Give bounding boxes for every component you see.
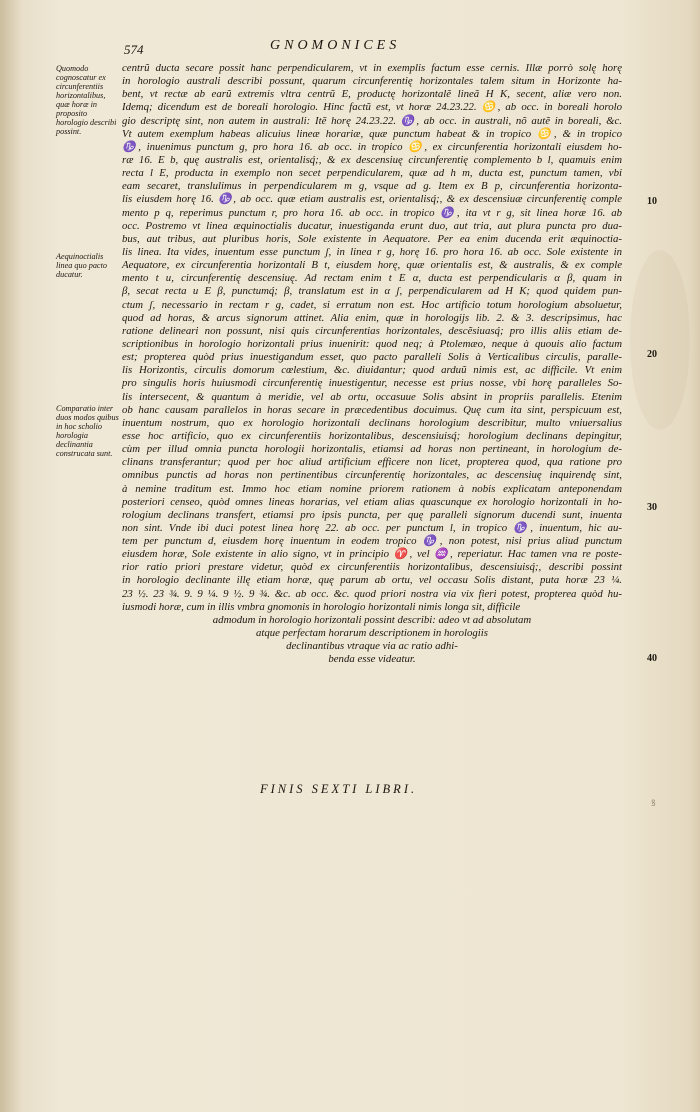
body-line: non sint. Vnde ibi duci potest linea horę 22. ab occ. per punctum l, in tropico ♑, inuentum, hic au- (122, 521, 622, 534)
body-line: clinans transferantur; quod per hoc aliud artificium efficere non licet, propterea quod, qua ratione pro (122, 456, 622, 469)
body-line: in horologio declinante illę etiam horæ, quę parum ab ortu, vel occasu Solis distant, puta horæ 23 ¼. (122, 574, 622, 587)
body-line: ob hanc causam parallelos in horas secare in præcedentibus docuimus. Quę cum ita sint, perspicuum est, (122, 403, 622, 416)
page-number: 574 (124, 42, 144, 57)
body-line: occ. Postremo vt linea æquinoctialis ducatur, inuestiganda erunt duo, aut tria, aut plura puncta pro dua- (122, 219, 622, 232)
body-line: lis Horizontis, circulis domorum cœlestium, &c. diuidantur; quod arduũ nimis est, ac difficile. Vt enim (122, 364, 622, 377)
body-line: atque perfectam horarum descriptionem in horologiis (255, 627, 488, 640)
body-line: posteriori censeo, quòd omnes lineas horarias, vel etiam alias quascunque ex horologio horizontali in ho- (122, 495, 622, 508)
line-number: 30 (647, 502, 657, 513)
body-line: lis intersecent, & quantum à meridie, vel ab ortu, occasuue Solis absint in propriis parallelis. Etenim (122, 390, 622, 403)
faint-mark-icon: ꝸ (651, 798, 656, 808)
body-line: Aequatore, ex circunferentia horizontali B t, eiusdem horę, quæ orientalis est, & australis, & ex comple (122, 259, 622, 272)
line-number: 20 (647, 349, 657, 360)
body-line: benda esse videatur. (328, 653, 416, 666)
body-line: mento p q, reperimus punctum r, pro hora 16. ab occ. in tropico ♑, ita vt r g, sit linea horæ 16. ab (122, 206, 622, 219)
margin-note: Comparatio inter duos modos quibus in hoc scholio horologia declinantia construcata sunt. (56, 404, 119, 458)
body-line: quod ad horas, & arcus signorum attinet. Alia enim, quæ in horologijs lib. 2. & 3. descripsimus, hac (122, 311, 622, 324)
body-line: declinantibus vtraque via ac ratio adhi- (286, 640, 458, 653)
margin-note: Aequinoctialis linea quo pacto ducatur. (56, 252, 107, 279)
body-line: recta l E, producta in exemplo non secet perpendicularem, quæ ad h m, ducta est, punctum tamen, vbi (122, 167, 622, 180)
body-line: ♑, inuenimus punctum g, pro hora 16. ab occ. in tropico ♋, ex circunferentia horizontali eiusdem ho- (122, 140, 622, 153)
body-line: Vt autem exemplum habeas alicuius lineæ horariæ, quæ punctum habeat & in tropico ♋, & in tropico (122, 127, 622, 140)
line-number: 10 (647, 196, 657, 207)
body-text (122, 62, 622, 666)
body-line: bent, vt rectæ ab earũ extremis vltra centrũ E, productę horizontalẽ lineã H K, secent, aliæ vero non. (122, 88, 622, 101)
body-line: ræ 16. E b, quę australis est, orientalisq́;, & ex descensiuę circunferentię complemento b l, quamuis enim (122, 153, 622, 166)
body-line: ratione delineari non possunt, nisi quis circunferentias horizontales, descẽsiuasq́; pro illis aliis etiam de- (122, 324, 622, 337)
body-line: lis eiusdem horę 16. ♑, ab occ. quæ etiam australis est, orientalisq́;, & ex descensiuæ circunferentię comple (122, 193, 622, 206)
body-line: bus, aut tribus, aut pluribus horis, Sole existente in Aequatore. Per ea enim ducenda erit æquinoctia- (122, 232, 622, 245)
body-line: esse hoc artificio, quo ex circunferentiis horizontalibus, descensiuisq́; horologium declinans depingitur, (122, 429, 622, 442)
body-line: 23 ½. 23 ¾. 9. 9 ¼. 9 ½. 9 ¾. &c. ab occ. &c. quod priori nostra via vix fieri potest, propterea quòd hu- (122, 587, 622, 600)
body-line: scriptionibus in horologio horizontali prius inuenirit: quod neq; à Ptolemæo, neque à quouis alio factum (122, 337, 622, 350)
body-line: eam secaret, translulimus in perpendicularem m g, vsque ad g. Item ex B p, circunferentia horizonta- (122, 180, 622, 193)
body-line: gio descriptę sint, non autem in australi: Itẽ horę 24.23.22. ♑, ab occ. in australi, nõ autẽ in boreali, &c. (122, 114, 622, 127)
body-line: rologium declinans transfert, etiamsi pro ipsis puncta, per quę paralleli signorum ducendi sunt, inuenta (122, 508, 622, 521)
finis-line: FINIS SEXTI LIBRI. (260, 782, 418, 796)
body-line: β, secat recta u E β, punctumq́; β, translatum est in α ʃ, perpendicularem ad H K; quod quidem pun- (122, 285, 622, 298)
body-line: ctum ʃ, necessario in rectam r g, cadet, si erratum non est. Hoc artificio totum horologium absoluetur, (122, 298, 622, 311)
body-line: rior ratio priori prestare videtur, quòd ex circunferentiis horizontalibus, descensiuisq́;, describi possint (122, 561, 622, 574)
paper-stain (630, 250, 690, 430)
body-line: à nemine traditum est. Immo hoc etiam nomine priorem rationem à nobis explicatam anteponendam (122, 482, 622, 495)
body-line: iusmodi horæ, cum in illis vmbra gnomonis in horologio horizontali nimis longa sit, difficile (122, 600, 521, 613)
body-line: omnibus punctis ad horas non pertinentibus circunferentię horizontales, ac descensiuę inquirendę sint, (122, 469, 622, 482)
body-line: cùm per illud omnia puncta horologii horizontalis, etiamsi ad horas non pertineant, in horologium de- (122, 443, 622, 456)
body-line: mento t u, circunferentię descensiuę. Ad rectam enim t E α, ducta est perpendicularis α β, quam in (122, 272, 622, 285)
body-line: in horologio australi describi possunt, quarum circunferentię horizontales talem situm in Horizonte ha- (122, 75, 622, 88)
body-line: Idemq; dicendum est de boreali horologio. Hinc factũ est, vt horæ 24.23.22. ♋, ab occ. in boreali horolo (122, 101, 622, 114)
body-line: inuentum nostrum, quo ex horologio horizontali declinans horologium describitur, multo vniuersalius (122, 416, 622, 429)
margin-note: Quomodo cognoscatur ex circunferentiis horizontalibus, quæ horæ in proposito horologio describi possint. (56, 64, 117, 136)
body-line: est; propterea quòd prius inuestigandum esset, quo pacto paralleli Solis à Verticalibus circulis, paralle- (122, 351, 622, 364)
running-head: GNOMONICES (270, 38, 401, 53)
line-number: 40 (647, 653, 657, 664)
body-line: centrũ ducta secare possit hanc perpendicularem, vt in exemplis factum esse cernis. Illæ porrò solę horę (122, 62, 622, 74)
body-line: eiusdem horæ, Sole existente in alio signo, vt in principio ♈, vel ♒, reperiatur. Hac tamen vna re poste- (122, 548, 622, 561)
body-line: pro singulis horis huiusmodi circunferentię inuestigentur, necesse est prius nosse, vbi horę paralleles So- (122, 377, 622, 390)
body-line: admodum in horologio horizontali possint describi: adeo vt ad absolutam (212, 613, 532, 626)
body-line: lis linea. Ita vides, inuentum esse punctum ʃ, in linea r g, horę 16. pro hora 16. ab occ. Sole existente in (122, 245, 622, 258)
body-line: tem per punctum d, eiusdem horę inuentum in eodem tropico ♑, non potest, nisi prius aliud punctum (122, 535, 622, 548)
